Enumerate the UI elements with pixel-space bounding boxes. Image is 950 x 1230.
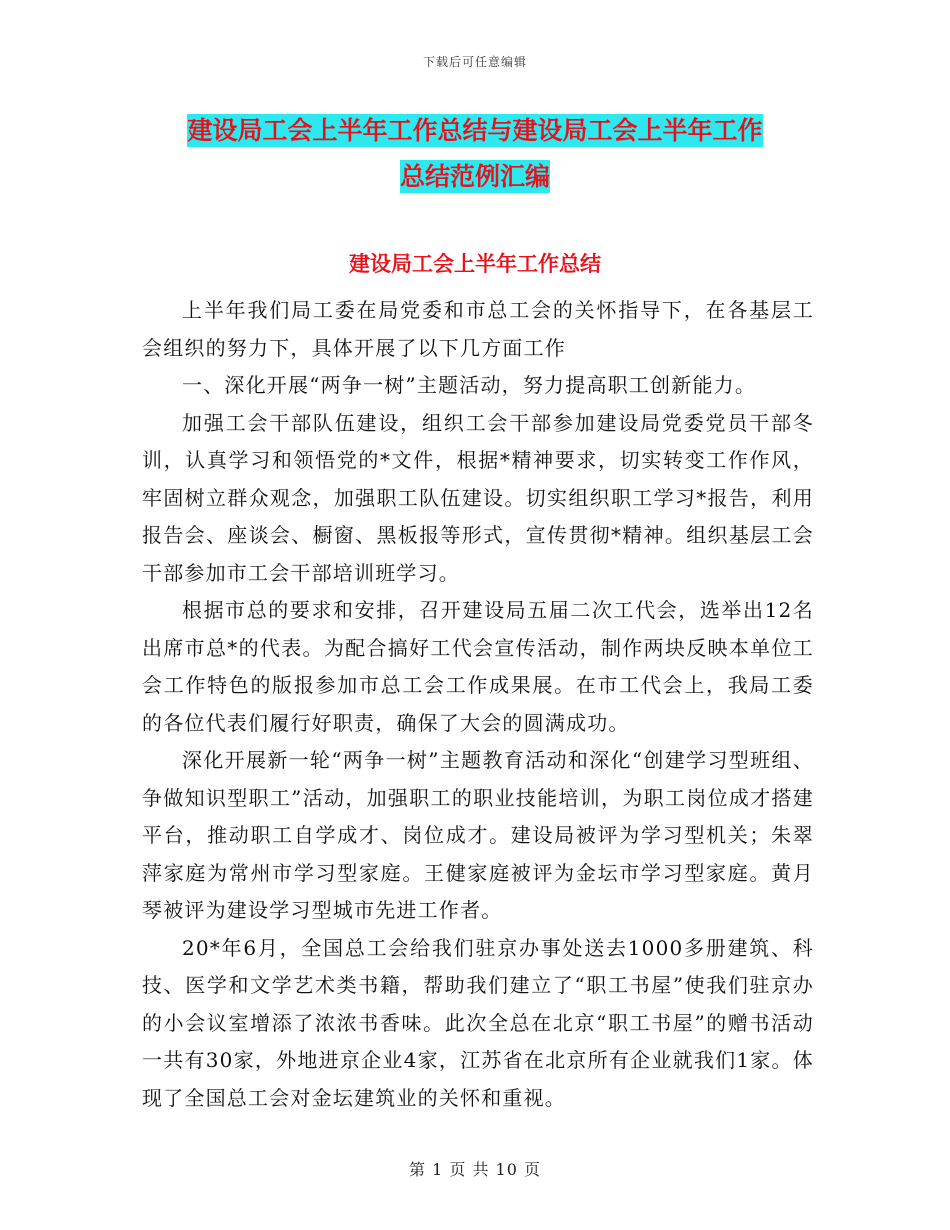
main-title: [100, 108, 850, 200]
paragraph: 上半年我们局工委在局党委和市总工会的关怀指导下，在各基层工会组织的努力下，具体开展了以下几方面工作: [142, 298, 814, 360]
paragraph: 加强工会干部队伍建设，组织工会干部参加建设局党委党员干部冬训，认真学习和领悟党的*文件，根据*精神要求，切实转变工作作风，牢固树立群众观念，加强职工队伍建设。切实组织职工学习*报告，利用报告会、座谈会、橱窗、黑板报等形式，宣传贯彻*精神。组织基层工会干部参加市工会干部培训班学习。: [142, 410, 814, 585]
section-title: 建设局工会上半年工作总结: [349, 252, 601, 276]
body-text: [142, 292, 814, 1117]
main-title-line-1: 建设局工会上半年工作总结与建设局工会上半年工作: [187, 116, 763, 145]
header-note: 下载后可任意编辑: [422, 55, 527, 69]
main-title-line-2: 总结范例汇编: [399, 162, 550, 191]
paragraph: 根据市总的要求和安排，召开建设局五届二次工代会，选举出12名出席市总*的代表。为配合搞好工代会宣传活动，制作两块反映本单位工会工作特色的版报参加市总工会工作成果展。在市工代会上，我局工委的各位代表们履行好职责，确保了大会的圆满成功。: [142, 598, 814, 735]
paragraph: 深化开展新一轮“两争一树”主题教育活动和深化“创建学习型班组、争做知识型职工”活动，加强职工的职业技能培训，为职工岗位成才搭建平台，推动职工自学成才、岗位成才。建设局被评为学习型机关；朱翠萍家庭为常州市学习型家庭。王健家庭被评为金坛市学习型家庭。黄月琴被评为建设学习型城市先进工作者。: [142, 748, 814, 922]
paragraph: 20*年6月，全国总工会给我们驻京办事处送去1000多册建筑、科技、医学和文学艺术类书籍，帮助我们建立了“职工书屋”使我们驻京办的小会议室增添了浓浓书香味。此次全总在北京“职工书屋”的赠书活动一共有30家，外地进京企业4家，江苏省在北京所有企业就我们1家。体现了全国总工会对金坛建筑业的关怀和重视。: [142, 935, 814, 1110]
paragraph: 一、深化开展“两争一树”主题活动，努力提高职工创新能力。: [182, 373, 757, 397]
page-footer: 第 1 页 共 10 页: [409, 1160, 541, 1179]
